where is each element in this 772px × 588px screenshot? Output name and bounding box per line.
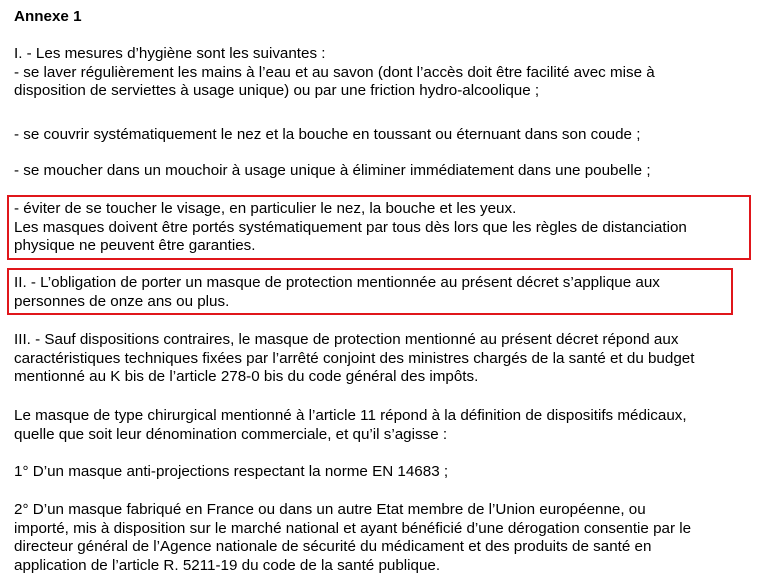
annex-title: Annexe 1	[14, 8, 82, 25]
text-line: importé, mis à disposition sur le marché national et ayant bénéficié d’une dérogation consentie par le	[14, 519, 692, 537]
paragraph-technical-characteristics	[14, 331, 764, 387]
text-line: 1° D’un masque anti-projections respectant la norme EN 14683 ;	[14, 463, 449, 480]
text-line: - se laver régulièrement les mains à l’eau et au savon (dont l’accès doit être facilité avec mise à	[14, 63, 655, 81]
text-line: - se couvrir systématiquement le nez et la bouche en toussant ou éternuant dans son coude ;	[14, 126, 641, 143]
paragraph-derogation-mask	[14, 501, 764, 575]
text-line: disposition de serviettes à usage unique) ou par une friction hydro-alcoolique ;	[14, 82, 540, 99]
text-line: quelle que soit leur dénomination commerciale, et qu’il s’agisse :	[14, 425, 448, 443]
text-line: mentionné au K bis de l’article 278-0 bis du code général des impôts.	[14, 368, 479, 385]
text-line: caractéristiques techniques fixées par l’arrêté conjoint des ministres chargés de la santé et du budget	[14, 349, 695, 367]
text-line: - se moucher dans un mouchoir à usage unique à éliminer immédiatement dans une poubelle ;	[14, 162, 651, 179]
text-line: personnes de onze ans ou plus.	[14, 292, 230, 310]
text-line: physique ne peuvent être garanties.	[14, 237, 256, 254]
text-line: II. - L’obligation de porter un masque de protection mentionnée au présent décret s’applique aux	[14, 274, 660, 291]
text-line: Les masques doivent être portés systématiquement par tous dès lors que les règles de distanciation	[14, 218, 687, 236]
paragraph-cover-nose	[14, 126, 764, 145]
text-line: application de l’article R. 5211-19 du code de la santé publique.	[14, 556, 441, 574]
paragraph-blow-nose	[14, 162, 764, 181]
text-line: directeur général de l’Agence nationale de sécurité du médicament et des produits de santé en	[14, 538, 652, 555]
paragraph-surgical-mask-definition	[14, 407, 764, 444]
text-line: - éviter de se toucher le visage, en particulier le nez, la bouche et les yeux.	[14, 200, 517, 217]
paragraph-avoid-touching-face	[14, 200, 764, 256]
text-line: III. - Sauf dispositions contraires, le masque de protection mentionné au présent décret répond aux	[14, 331, 679, 348]
paragraph-anti-projection-mask	[14, 463, 764, 482]
text-line: 2° D’un masque fabriqué en France ou dans un autre Etat membre de l’Union européenne, ou	[14, 501, 646, 518]
paragraph-mask-obligation	[14, 274, 764, 311]
paragraph-hygiene-measures	[14, 45, 764, 101]
text-line: Le masque de type chirurgical mentionné à l’article 11 répond à la définition de dispositifs médicaux,	[14, 407, 687, 424]
text-line: I. - Les mesures d’hygiène sont les suivantes :	[14, 45, 326, 62]
